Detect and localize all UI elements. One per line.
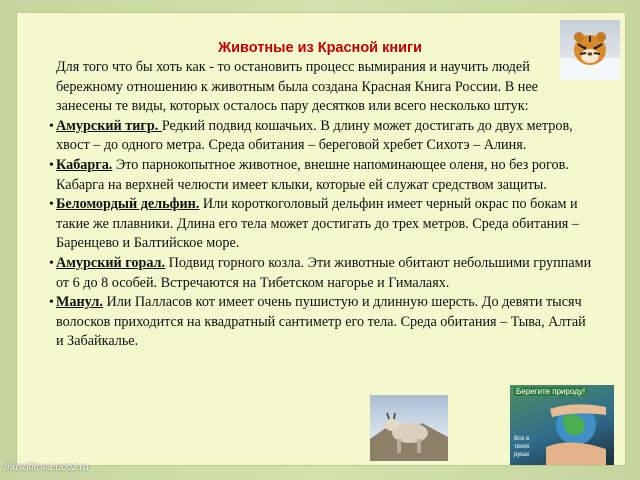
item-term: Манул. (56, 294, 103, 311)
bullet-icon: • (49, 255, 54, 271)
item-term: Беломордый дельфин. (56, 196, 200, 213)
slide-title: Животные из Красной книги (218, 40, 422, 56)
nature-poster (510, 385, 614, 465)
site-watermark: musofirova.ucoz.ru (4, 462, 89, 473)
list-item-dolphin (49, 195, 596, 254)
item-text: Или короткоголовый дельфин имеет черный окрас по бокам и такие же плавники. Длина его тела может достигать до трех метров. Среда обитания – Баренцево и Балтийское море. (56, 196, 579, 252)
bullet-icon: • (49, 157, 54, 173)
item-term: Амурский тигр. (56, 117, 162, 134)
list-item-musk-deer (49, 156, 596, 195)
item-text: Или Палласов кот имеет очень пушистую и длинную шерсть. До девяти тысяч волосков приходится на квадратный сантиметр его тела. Среда обитания – Тыва, Алтай и Забайкалье. (56, 294, 586, 350)
list-item-goral (49, 254, 596, 293)
goral-image (370, 395, 448, 461)
poster-subcaption: Все в твоих руках (514, 436, 530, 458)
item-term: Амурский горал. (56, 254, 166, 271)
list-item-amur-tiger (49, 117, 596, 156)
intro-paragraph: Для того что бы хоть как - то остановить процесс вымирания и научить людей бережному отношению к животным была создана Красная Книга России. В нее занесены те виды, которых осталось пару десятков или всего несколько штук: (56, 59, 538, 115)
item-text: Это парнокопытное животное, внешне напоминающее оленя, но без рогов. Кабарга на верхней челюсти имеет клыки, которые ей служат средством защиты. (56, 156, 569, 193)
bullet-icon: • (49, 197, 54, 213)
list-item-manul (49, 293, 596, 352)
slide-body (49, 58, 596, 352)
item-term: Кабарга. (56, 156, 113, 173)
bullet-icon: • (49, 295, 54, 311)
item-text: Подвид горного козла. Эти животные обитают небольшими группами от 6 до 8 особей. Встречаются на Тибетском нагорье и Гималаях. (56, 254, 592, 291)
poster-caption: Берегите природу! (516, 387, 586, 396)
bullet-icon: • (49, 118, 54, 134)
item-text: Редкий подвид кошачьих. В длину может достигать до двух метров, хвост – до одного метра. Среда обитания – береговой хребет Сихотэ – Алиня. (56, 117, 573, 154)
tiger-image (560, 20, 620, 80)
